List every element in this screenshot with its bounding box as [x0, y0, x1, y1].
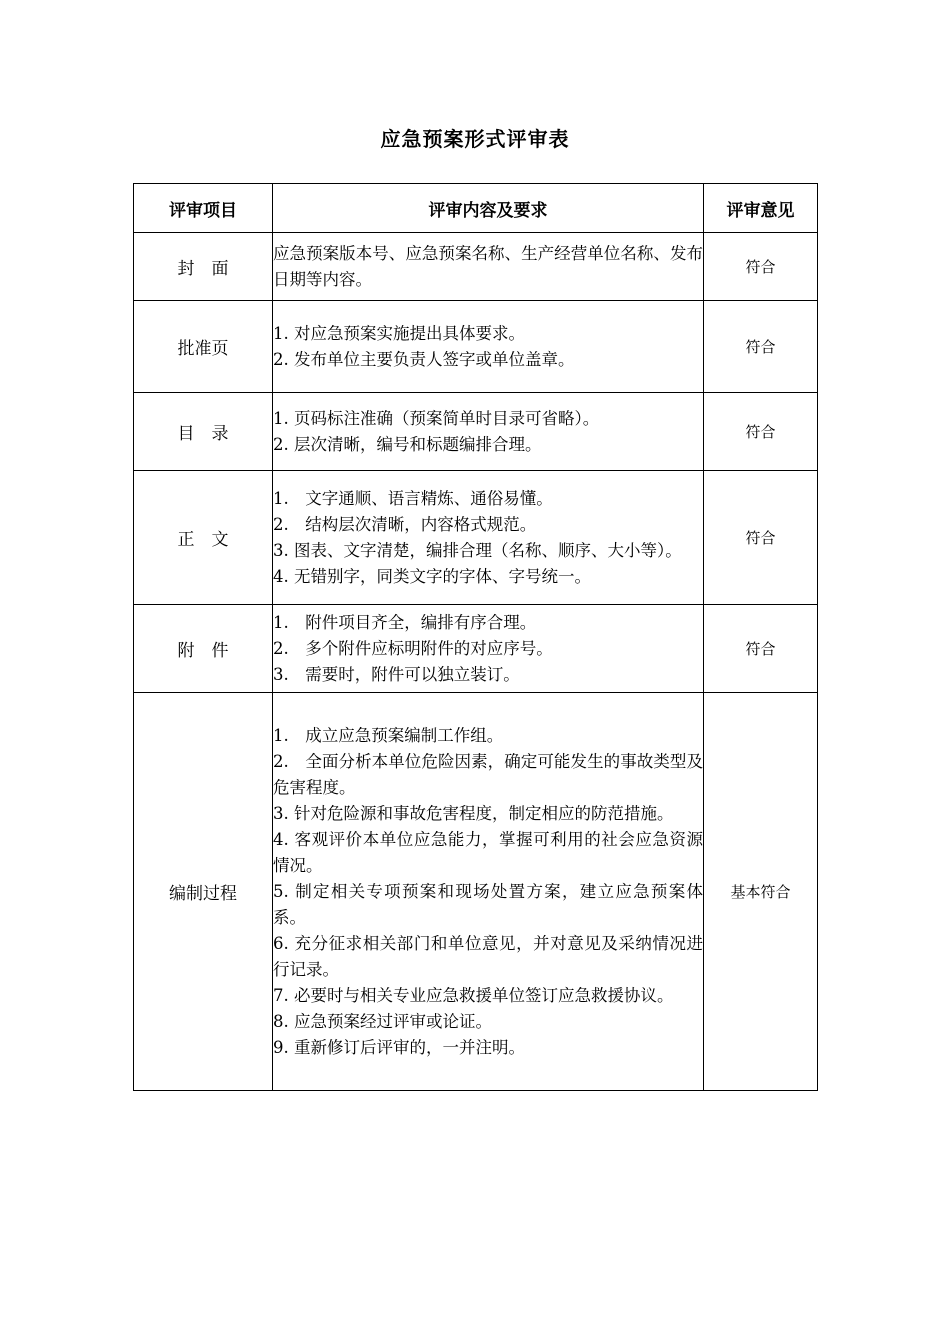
table-row — [134, 393, 818, 471]
review-opinion: 符合 — [704, 605, 818, 693]
content-line: 5. 制定相关专项预案和现场处置方案，建立应急预案体系。 — [273, 881, 703, 927]
content-line: 1. 对应急预案实施提出具体要求。 — [273, 323, 525, 343]
content-line: 3. 图表、文字清楚，编排合理（名称、顺序、大小等）。 — [273, 540, 682, 560]
table-row — [134, 605, 818, 693]
table-row — [134, 301, 818, 393]
review-content — [273, 471, 704, 605]
review-item: 封 面 — [134, 233, 273, 301]
table-row — [134, 233, 818, 301]
header-opinion: 评审意见 — [704, 184, 818, 233]
content-line: 3. 针对危险源和事故危害程度，制定相应的防范措施。 — [273, 803, 674, 823]
review-item: 目 录 — [134, 393, 273, 471]
review-opinion: 基本符合 — [704, 693, 818, 1091]
review-opinion: 符合 — [704, 471, 818, 605]
table-header-row — [134, 184, 818, 233]
table-row — [134, 471, 818, 605]
table-row — [134, 693, 818, 1091]
review-content — [273, 693, 704, 1091]
content-line: 4. 无错别字，同类文字的字体、字号统一。 — [273, 566, 591, 586]
content-line: 4. 客观评价本单位应急能力，掌握可利用的社会应急资源情况。 — [273, 829, 703, 875]
review-content — [273, 393, 704, 471]
content-line: 应急预案版本号、应急预案名称、生产经营单位名称、发布日期等内容。 — [273, 243, 703, 289]
content-line: 1. 页码标注准确（预案简单时目录可省略）。 — [273, 408, 600, 428]
content-line: 8. 应急预案经过评审或论证。 — [273, 1011, 492, 1031]
review-content — [273, 301, 704, 393]
content-line: 1. 成立应急预案编制工作组。 — [273, 725, 504, 745]
review-opinion: 符合 — [704, 393, 818, 471]
document-title: 应急预案形式评审表 — [380, 127, 570, 151]
review-opinion: 符合 — [704, 233, 818, 301]
header-item: 评审项目 — [134, 184, 273, 233]
review-item: 附 件 — [134, 605, 273, 693]
review-content — [273, 233, 704, 301]
header-content: 评审内容及要求 — [273, 184, 704, 233]
content-line: 3. 需要时，附件可以独立装订。 — [273, 664, 520, 684]
review-item: 批准页 — [134, 301, 273, 393]
content-line: 7. 必要时与相关专业应急救援单位签订应急救援协议。 — [273, 985, 674, 1005]
review-content — [273, 605, 704, 693]
content-line: 2. 结构层次清晰，内容格式规范。 — [273, 514, 537, 534]
content-line: 2. 层次清晰，编号和标题编排合理。 — [273, 434, 542, 454]
review-item: 正 文 — [134, 471, 273, 605]
review-opinion: 符合 — [704, 301, 818, 393]
content-line: 6. 充分征求相关部门和单位意见，并对意见及采纳情况进行记录。 — [273, 933, 703, 979]
review-item: 编制过程 — [134, 693, 273, 1091]
content-line: 2. 全面分析本单位危险因素，确定可能发生的事故类型及危害程度。 — [273, 751, 703, 797]
content-line: 2. 发布单位主要负责人签字或单位盖章。 — [273, 349, 575, 369]
content-line: 2. 多个附件应标明附件的对应序号。 — [273, 638, 553, 658]
review-table — [133, 183, 818, 1091]
content-line: 9. 重新修订后评审的，一并注明。 — [273, 1037, 525, 1057]
content-line: 1. 文字通顺、语言精炼、通俗易懂。 — [273, 488, 553, 508]
content-line: 1. 附件项目齐全，编排有序合理。 — [273, 612, 537, 632]
